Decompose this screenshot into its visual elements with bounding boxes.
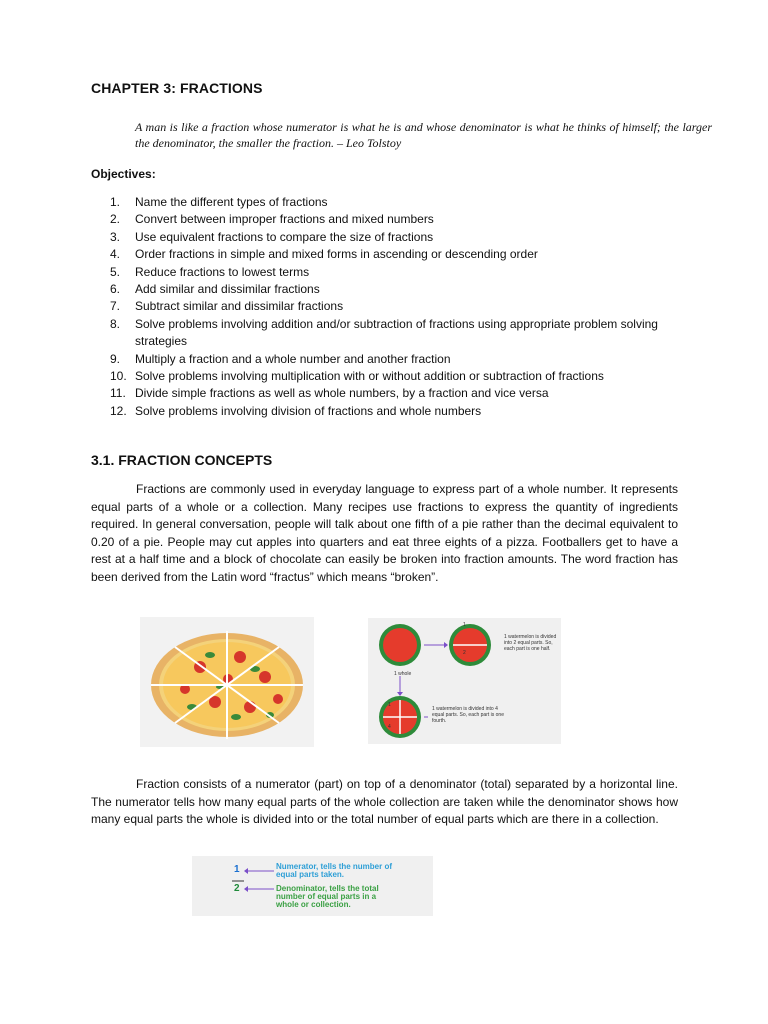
epigraph-quote: A man is like a fraction whose numerator is what he is and whose denominator is what he thinks of himself; the larger the denominator, the smaller the fraction. – Leo Tolstoy bbox=[135, 120, 712, 150]
objective-item bbox=[110, 403, 710, 420]
objective-item bbox=[110, 211, 710, 228]
diagram-numerator: 1 bbox=[234, 864, 240, 875]
fraction-half-numerator: 1 bbox=[463, 622, 466, 628]
objective-item bbox=[110, 368, 710, 385]
pizza-icon bbox=[140, 617, 314, 747]
objective-item bbox=[110, 194, 710, 211]
chapter-title: CHAPTER 3: FRACTIONS bbox=[91, 80, 263, 96]
objective-number: 6. bbox=[110, 282, 121, 297]
fraction-fourth-denominator: 4 bbox=[388, 724, 391, 730]
objective-number: 8. bbox=[110, 316, 121, 331]
objective-item bbox=[110, 351, 710, 368]
objective-text: Use equivalent fractions to compare the size of fractions bbox=[135, 229, 434, 244]
objective-text: Order fractions in simple and mixed forms in ascending or descending order bbox=[135, 247, 538, 262]
objective-item bbox=[110, 246, 710, 263]
objectives-list bbox=[110, 194, 710, 420]
objective-number: 1. bbox=[110, 195, 121, 209]
objectives-heading: Objectives: bbox=[91, 167, 156, 181]
objective-text: Subtract similar and dissimilar fractions bbox=[135, 299, 344, 314]
objective-number: 2. bbox=[110, 212, 121, 227]
objective-text: Convert between improper fractions and mixed numbers bbox=[135, 212, 434, 227]
label-one-whole: 1 whole bbox=[394, 671, 412, 677]
objective-item bbox=[110, 385, 710, 402]
objective-text: Solve problems involving addition and/or subtraction of fractions using appropriate problem solving strategies bbox=[135, 316, 658, 349]
objective-text: Reduce fractions to lowest terms bbox=[135, 264, 310, 279]
paragraph-numerator-denominator: Fraction consists of a numerator (part) on top of a denominator (total) separated by a horizontal line. The numerator tells how many equal parts of the whole collection are taken while the denominator shows how many equal parts the whole is divided into or the total number of equal parts which are there in a collection. bbox=[91, 777, 678, 827]
objective-text: Divide simple fractions as well as whole numbers, by a fraction and vice versa bbox=[135, 386, 549, 401]
objective-item bbox=[110, 264, 710, 281]
objective-number: 10. bbox=[110, 369, 127, 384]
fraction-parts-diagram bbox=[192, 856, 433, 916]
label-one-half: 1 watermelon is divided into 2 equal parts. So, each part is one half. bbox=[504, 634, 557, 652]
objective-number: 5. bbox=[110, 264, 121, 279]
label-one-fourth: 1 watermelon is divided into 4 equal parts. So, each part is one fourth. bbox=[432, 706, 504, 724]
objective-number: 4. bbox=[110, 247, 121, 262]
objective-item bbox=[110, 316, 710, 351]
denominator-label: Denominator, tells the total number of equal parts in a whole or collection. bbox=[276, 884, 379, 909]
objective-number: 3. bbox=[110, 229, 121, 244]
objective-number: 9. bbox=[110, 351, 121, 366]
objective-item bbox=[110, 281, 710, 298]
objective-text: Multiply a fraction and a whole number and another fraction bbox=[135, 351, 451, 366]
objective-item bbox=[110, 229, 710, 246]
diagram-denominator: 2 bbox=[234, 883, 240, 894]
pizza-illustration bbox=[140, 617, 314, 747]
objective-text: Solve problems involving division of fractions and whole numbers bbox=[135, 403, 482, 418]
fraction-fourth-numerator: 1 bbox=[388, 702, 391, 708]
objective-number: 7. bbox=[110, 299, 121, 314]
objective-text: Add similar and dissimilar fractions bbox=[135, 282, 320, 297]
paragraph-fraction-usage: Fractions are commonly used in everyday language to express part of a whole number. It represents equal parts of a whole or a collection. Many recipes use fractions to express the quantity of ingredients required. In general conversation, people will talk about one fifth of a pie rather than the decimal equivalent to 0.20 of a pie. People may cut apples into quarters and eat three eights of a pizza. Footballers get to have a rest at a half time and a block of chocolate can easily be broken into fraction amounts. The word fraction has been derived from the Latin word “fractus” which means “broken”. bbox=[91, 482, 678, 584]
objective-text: Solve problems involving multiplication with or without addition or subtraction of fractions bbox=[135, 369, 604, 384]
numerator-label: Numerator, tells the number of equal parts taken. bbox=[276, 862, 393, 879]
objective-item bbox=[110, 298, 710, 315]
objective-number: 11. bbox=[110, 386, 126, 401]
objective-number: 12. bbox=[110, 403, 127, 418]
fraction-half-denominator: 2 bbox=[463, 650, 466, 656]
section-title: 3.1. FRACTION CONCEPTS bbox=[91, 452, 273, 468]
objective-text: Name the different types of fractions bbox=[135, 195, 328, 209]
watermelon-illustration bbox=[368, 618, 561, 744]
